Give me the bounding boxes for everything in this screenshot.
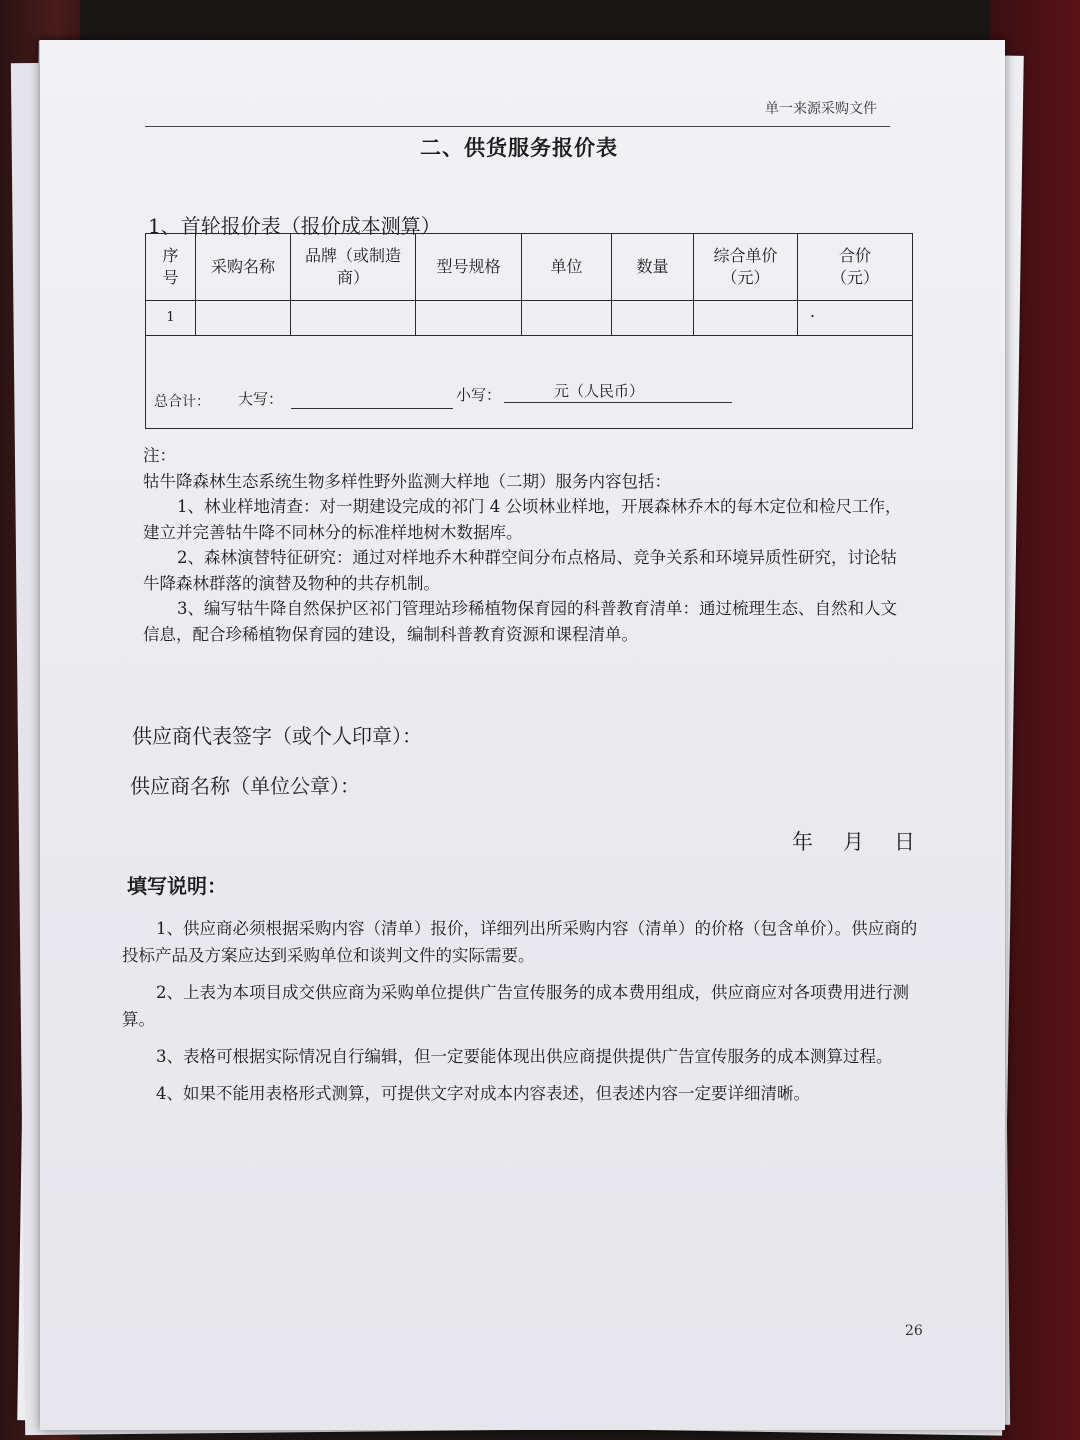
notes-item: 1、林业样地清查：对一期建设完成的祁门 4 公顷林业样地，开展森林乔木的每木定位和检尺工作，建立并完善牯牛降不同林分的标准样地树木数据库。: [143, 497, 902, 542]
col-header-line: 品牌（或制造: [304, 246, 401, 265]
col-header-line: （元）: [721, 268, 770, 287]
instructions-item: 2、上表为本项目成交供应商为采购单位提供广告宣传服务的成本费用组成，供应商应对各项费用进行测算。: [122, 983, 909, 1029]
notes-label: 注：: [143, 446, 176, 465]
col-header-item-name: [196, 234, 291, 301]
xiaoxie-label: 小写：: [456, 386, 502, 404]
col-header-line: 号: [162, 268, 179, 287]
col-header-line: 序: [162, 246, 179, 265]
col-header-line: 采购名称: [210, 257, 275, 276]
instructions-block: [122, 915, 922, 1117]
table-cell: .: [798, 301, 913, 336]
col-header-unit-price: [694, 234, 798, 301]
notes-item: 2、森林演替特征研究：通过对样地乔木种群空间分布点格局、竞争关系和环境异质性研究，讨论牯牛降森林群落的演替及物种的共存机制。: [143, 548, 897, 593]
section-title: 1、首轮报价表（报价成本测算）: [148, 214, 441, 238]
col-header-line: 综合单价: [713, 246, 778, 265]
date-year: 年: [792, 830, 813, 854]
table-row: [146, 301, 913, 336]
col-header-model: [416, 234, 522, 301]
document-page: [40, 40, 1005, 1430]
col-header-index: [146, 234, 196, 301]
col-header-line: 数量: [636, 257, 669, 276]
col-header-line: 合价: [838, 246, 871, 265]
daxie-label: 大写：: [238, 390, 284, 408]
col-header-brand: [291, 234, 416, 301]
table-cell: [694, 301, 798, 336]
xiaoxie-fill-line: [504, 402, 732, 403]
notes-intro: 牯牛降森林生态系统生物多样性野外监测大样地（二期）服务内容包括：: [143, 471, 671, 491]
date-line: [792, 826, 915, 856]
col-header-quantity: [612, 234, 694, 301]
table-cell-index: 1: [146, 301, 196, 336]
table-header-row: [146, 234, 913, 301]
instructions-item: 4、如果不能用表格形式测算，可提供文字对成本内容表述，但表述内容一定要详细清晰。: [156, 1084, 810, 1103]
table-total-row: [146, 336, 913, 429]
date-day: 日: [894, 830, 915, 854]
header-doc-type: 单一来源采购文件: [765, 101, 877, 117]
table-cell: [522, 301, 612, 336]
col-header-unit: [522, 234, 612, 301]
col-header-line: 单位: [550, 257, 583, 276]
quote-table: [145, 233, 913, 429]
table-cell: [612, 301, 694, 336]
signature-rep-label: 供应商代表签字（或个人印章）：: [132, 724, 422, 748]
currency-label: 元（人民币）: [554, 382, 645, 400]
notes-item: 3、编写牯牛降自然保护区祁门管理站珍稀植物保育园的科普教育清单：通过梳理生态、自然和人文信息，配合珍稀植物保育园的建设，编制科普教育资源和课程清单。: [143, 599, 897, 644]
table-cell: [291, 301, 416, 336]
instructions-item: 3、表格可根据实际情况自行编辑，但一定要能体现出供应商提供提供广告宣传服务的成本测算过程。: [156, 1047, 893, 1066]
total-cell: [146, 336, 913, 429]
table-cell: [416, 301, 522, 336]
col-header-line: 型号规格: [436, 257, 501, 276]
col-header-line: 商）: [336, 268, 369, 287]
col-header-total-price: [798, 234, 913, 301]
header-rule: [145, 126, 890, 127]
col-header-line: （元）: [830, 268, 879, 287]
total-label: 总合计：: [154, 394, 210, 410]
page-title: 二、供货服务报价表: [420, 135, 618, 160]
instructions-title: 填写说明：: [127, 874, 227, 898]
date-month: 月: [843, 830, 864, 854]
supplier-name-label: 供应商名称（单位公章）：: [130, 774, 360, 798]
table-cell: [196, 301, 291, 336]
page-number: 26: [905, 1323, 923, 1339]
daxie-fill-line: [291, 408, 453, 409]
notes-block: [143, 443, 913, 647]
instructions-item: 1、供应商必须根据采购内容（清单）报价，详细列出所采购内容（清单）的价格（包含单价）。供应商的投标产品及方案应达到采购单位和谈判文件的实际需要。: [122, 919, 918, 965]
